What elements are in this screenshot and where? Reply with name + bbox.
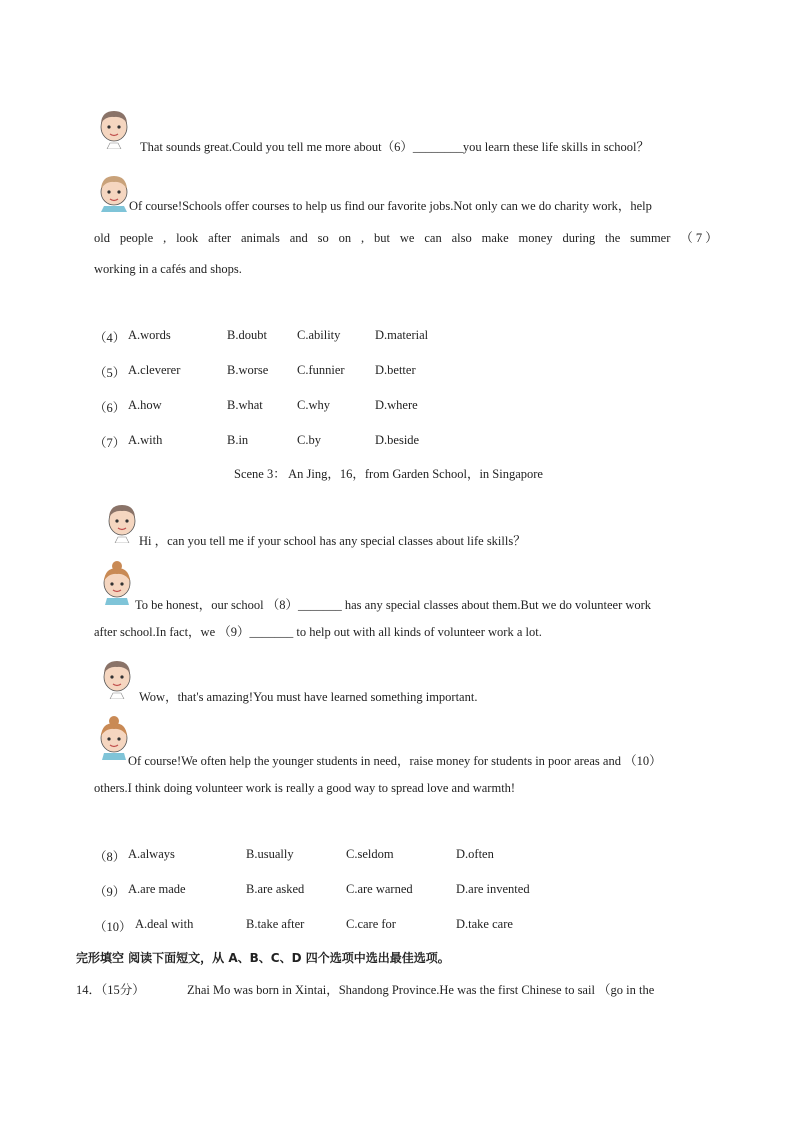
option-c: C.ability [297,328,341,342]
option-b: B.worse [227,363,269,377]
dialog2-answer2-line1: Of course!We often help the younger students in need，raise money for students in poor areas and （10） [128,754,662,768]
dialog2-answer2-line2: others.I think doing volunteer work is really a good way to spread love and warmth! [94,781,516,795]
option-num: （8） [94,850,126,864]
option-a: A.deal with [135,917,194,931]
option-a: A.cleverer [128,363,181,377]
dialog2-answer1-line2: after school.In fact，we （9）_______ to help out with all kinds of volunteer work a lot. [94,625,542,639]
boy-avatar-icon [102,497,142,543]
option-num: （7） [94,436,126,450]
option-c: C.funnier [297,363,345,377]
option-num: （4） [94,331,126,345]
option-num: （10） [94,920,132,934]
girl-avatar-icon [97,559,137,605]
option-d: D.beside [375,433,420,447]
option-a: A.how [128,398,162,412]
question-14-number: 14．（15分） [76,983,145,997]
boy2-avatar-icon [94,170,134,216]
option-d: D.better [375,363,416,377]
option-d: D.are invented [456,882,530,896]
scene-heading: Scene 3： An Jing，16，from Garden School，in Singapore [234,467,543,481]
dialog1-answer-line2: old people , look after animals and so on , but we can also make money during the summer （ 7 ） [94,231,718,245]
option-d: D.material [375,328,429,342]
option-c: C.are warned [346,882,413,896]
option-b: B.what [227,398,263,412]
option-c: C.care for [346,917,396,931]
option-num: （9） [94,885,126,899]
option-c: C.seldom [346,847,394,861]
option-c: C.why [297,398,330,412]
option-b: B.doubt [227,328,267,342]
dialog2-question1: Hi ，can you tell me if your school has any special classes about life skills？ [139,534,526,548]
dialog2-question2: Wow，that's amazing!You must have learned something important. [139,690,478,704]
option-b: B.take after [246,917,305,931]
boy-avatar-icon [97,653,137,699]
boy-avatar-icon [94,103,134,149]
option-a: A.with [128,433,163,447]
option-a: A.words [128,328,171,342]
dialog1-answer-line3: working in a cafés and shops. [94,262,242,276]
option-b: B.usually [246,847,294,861]
option-b: B.are asked [246,882,305,896]
dialog2-answer1-line1: To be honest，our school （8）_______ has any special classes about them.But we do volunteer work [135,598,652,612]
option-a: A.are made [128,882,186,896]
option-d: D.take care [456,917,513,931]
dialog1-question: That sounds great.Could you tell me more about（6）________you learn these life skills in school？ [140,140,649,154]
dialog1-answer-line1: Of course!Schools offer courses to help us find our favorite jobs.Not only can we do charity work，help [129,199,652,213]
option-c: C.by [297,433,321,447]
option-num: （6） [94,401,126,415]
option-d: D.often [456,847,494,861]
option-num: （5） [94,366,126,380]
option-d: D.where [375,398,418,412]
question-14-text: Zhai Mo was born in Xintai，Shandong Province.He was the first Chinese to sail （go in the [187,983,655,997]
section-heading: 完形填空 阅读下面短文，从 A、B、C、D 四个选项中选出最佳选项。 [76,951,450,965]
option-b: B.in [227,433,249,447]
option-a: A.always [128,847,175,861]
